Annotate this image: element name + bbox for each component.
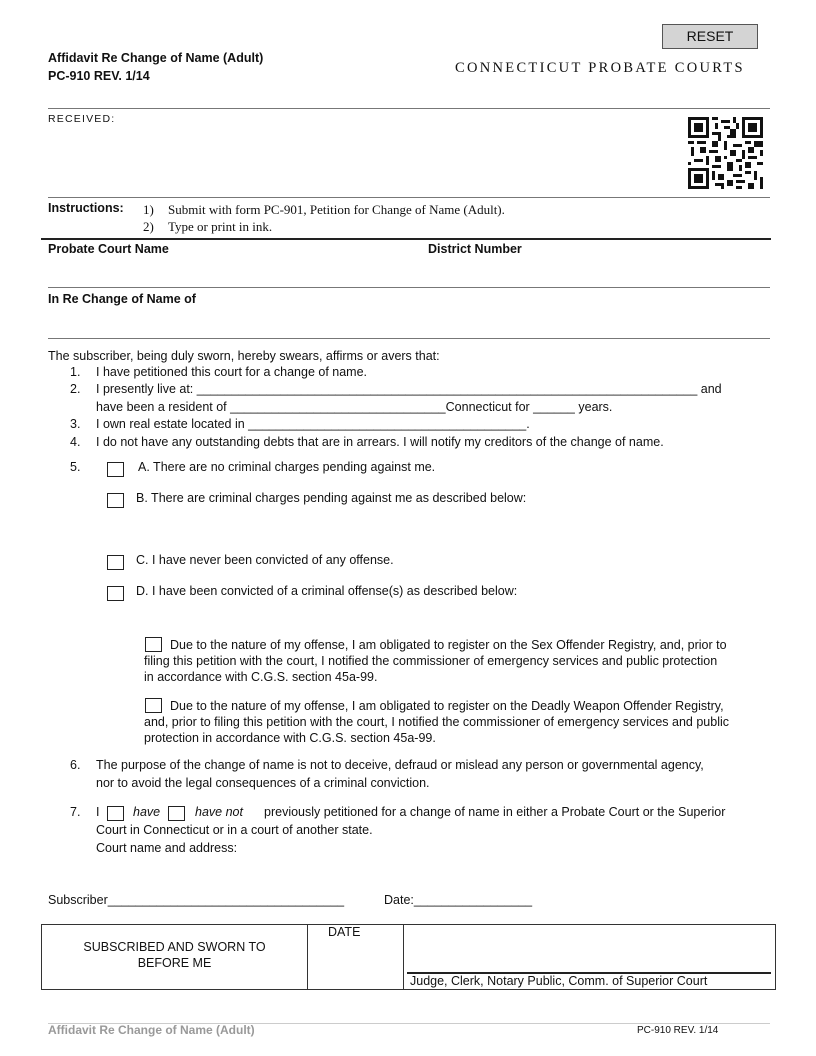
deadly-weapon-checkbox[interactable]	[145, 698, 162, 713]
have-petitioned-checkbox[interactable]	[107, 806, 124, 821]
instruction-text: Type or print in ink.	[168, 219, 273, 234]
reset-button[interactable]: RESET	[662, 24, 758, 49]
sex-offender-text: filing this petition with the court, I notified the commissioner of emergency services and public protection	[144, 654, 718, 668]
have-not-label: have not	[195, 805, 243, 819]
sex-offender-text: in accordance with C.G.S. section 45a-99.	[144, 670, 378, 684]
item-number: 3.	[70, 417, 81, 431]
item-number: 7.	[70, 805, 81, 819]
item-1-text: I have petitioned this court for a change of name.	[96, 365, 368, 379]
item-4-text: I do not have any outstanding debts that are in arrears. I will notify my creditors of the change of name.	[96, 435, 664, 449]
no-charges-checkbox[interactable]	[107, 462, 124, 477]
deadly-weapon-text: and, prior to filing this petition with the court, I notified the commissioner of emergency services and public	[144, 715, 730, 729]
item-number: 5.	[70, 460, 81, 474]
court-system-name: CONNECTICUT PROBATE COURTS	[455, 60, 745, 76]
affidavit-intro: The subscriber, being duly sworn, hereby swears, affirms or avers that:	[48, 349, 440, 363]
option-b-text: B. There are criminal charges pending against me as described below:	[136, 491, 527, 505]
have-label: have	[133, 805, 161, 819]
divider	[307, 925, 308, 989]
item-7-i: I	[96, 805, 100, 819]
change-of-name-label: In Re Change of Name of	[48, 292, 196, 306]
divider	[48, 287, 770, 288]
divider	[48, 338, 770, 339]
deadly-weapon-text: Due to the nature of my offense, I am obligated to register on the Deadly Weapon Offender Registry,	[170, 699, 724, 713]
date-label: DATE	[328, 925, 361, 939]
form-title: Affidavit Re Change of Name (Adult)	[48, 51, 264, 65]
official-title-label: Judge, Clerk, Notary Public, Comm. of Superior Court	[410, 974, 708, 988]
received-label: RECEIVED:	[48, 113, 116, 125]
form-number: PC-910 REV. 1/14	[48, 69, 150, 83]
sworn-line: BEFORE ME	[137, 956, 212, 970]
option-d-text: D. I have been convicted of a criminal offense(s) as described below:	[136, 584, 518, 598]
court-name-address-label: Court name and address:	[96, 841, 238, 855]
item-6-text: The purpose of the change of name is not to deceive, defraud or mislead any person or governmental agency,	[96, 758, 704, 772]
sworn-box	[41, 924, 776, 990]
sworn-statement	[42, 939, 307, 971]
district-number-label: District Number	[428, 242, 522, 256]
subscriber-signature-line[interactable]: Subscriber__________________________________	[48, 893, 345, 907]
item-7-text: Court in Connecticut or in a court of another state.	[96, 823, 373, 837]
footer-title: Affidavit Re Change of Name (Adult)	[48, 1023, 255, 1037]
footer-form-number: PC-910 REV. 1/14	[637, 1025, 719, 1036]
sex-offender-text: Due to the nature of my offense, I am obligated to register on the Sex Offender Registry, and, prior to	[170, 638, 727, 652]
qr-code	[688, 117, 763, 189]
sworn-line: SUBSCRIBED AND SWORN TO	[83, 940, 266, 954]
sex-offender-checkbox[interactable]	[145, 637, 162, 652]
instruction-text: Submit with form PC-901, Petition for Change of Name (Adult).	[168, 202, 505, 217]
deadly-weapon-text: protection in accordance with C.G.S. section 45a-99.	[144, 731, 436, 745]
item-7-text: previously petitioned for a change of name in either a Probate Court or the Superior	[264, 805, 726, 819]
residence-address-line[interactable]: I presently live at: ________________________________________________________________________ and	[96, 382, 722, 396]
item-number: 2.	[70, 382, 81, 396]
convicted-checkbox[interactable]	[107, 586, 124, 601]
instruction-number: 1)	[143, 202, 154, 217]
divider	[41, 238, 771, 240]
have-not-petitioned-checkbox[interactable]	[168, 806, 185, 821]
pending-charges-checkbox[interactable]	[107, 493, 124, 508]
option-c-text: C. I have never been convicted of any offense.	[136, 553, 394, 567]
item-number: 1.	[70, 365, 81, 379]
court-name-label: Probate Court Name	[48, 242, 169, 256]
divider	[403, 925, 404, 989]
option-a-text: A. There are no criminal charges pending against me.	[138, 460, 436, 474]
signature-date-line[interactable]: Date:_________________	[384, 893, 533, 907]
divider	[48, 108, 770, 109]
item-number: 6.	[70, 758, 81, 772]
divider	[48, 197, 770, 198]
instructions-label: Instructions:	[48, 201, 124, 215]
item-number: 4.	[70, 435, 81, 449]
instruction-number: 2)	[143, 219, 154, 234]
never-convicted-checkbox[interactable]	[107, 555, 124, 570]
item-6-text: nor to avoid the legal consequences of a criminal conviction.	[96, 776, 430, 790]
residence-duration-line[interactable]: have been a resident of _______________________________Connecticut for ______ years.	[96, 400, 613, 414]
real-estate-line[interactable]: I own real estate located in ________________________________________.	[96, 417, 530, 431]
